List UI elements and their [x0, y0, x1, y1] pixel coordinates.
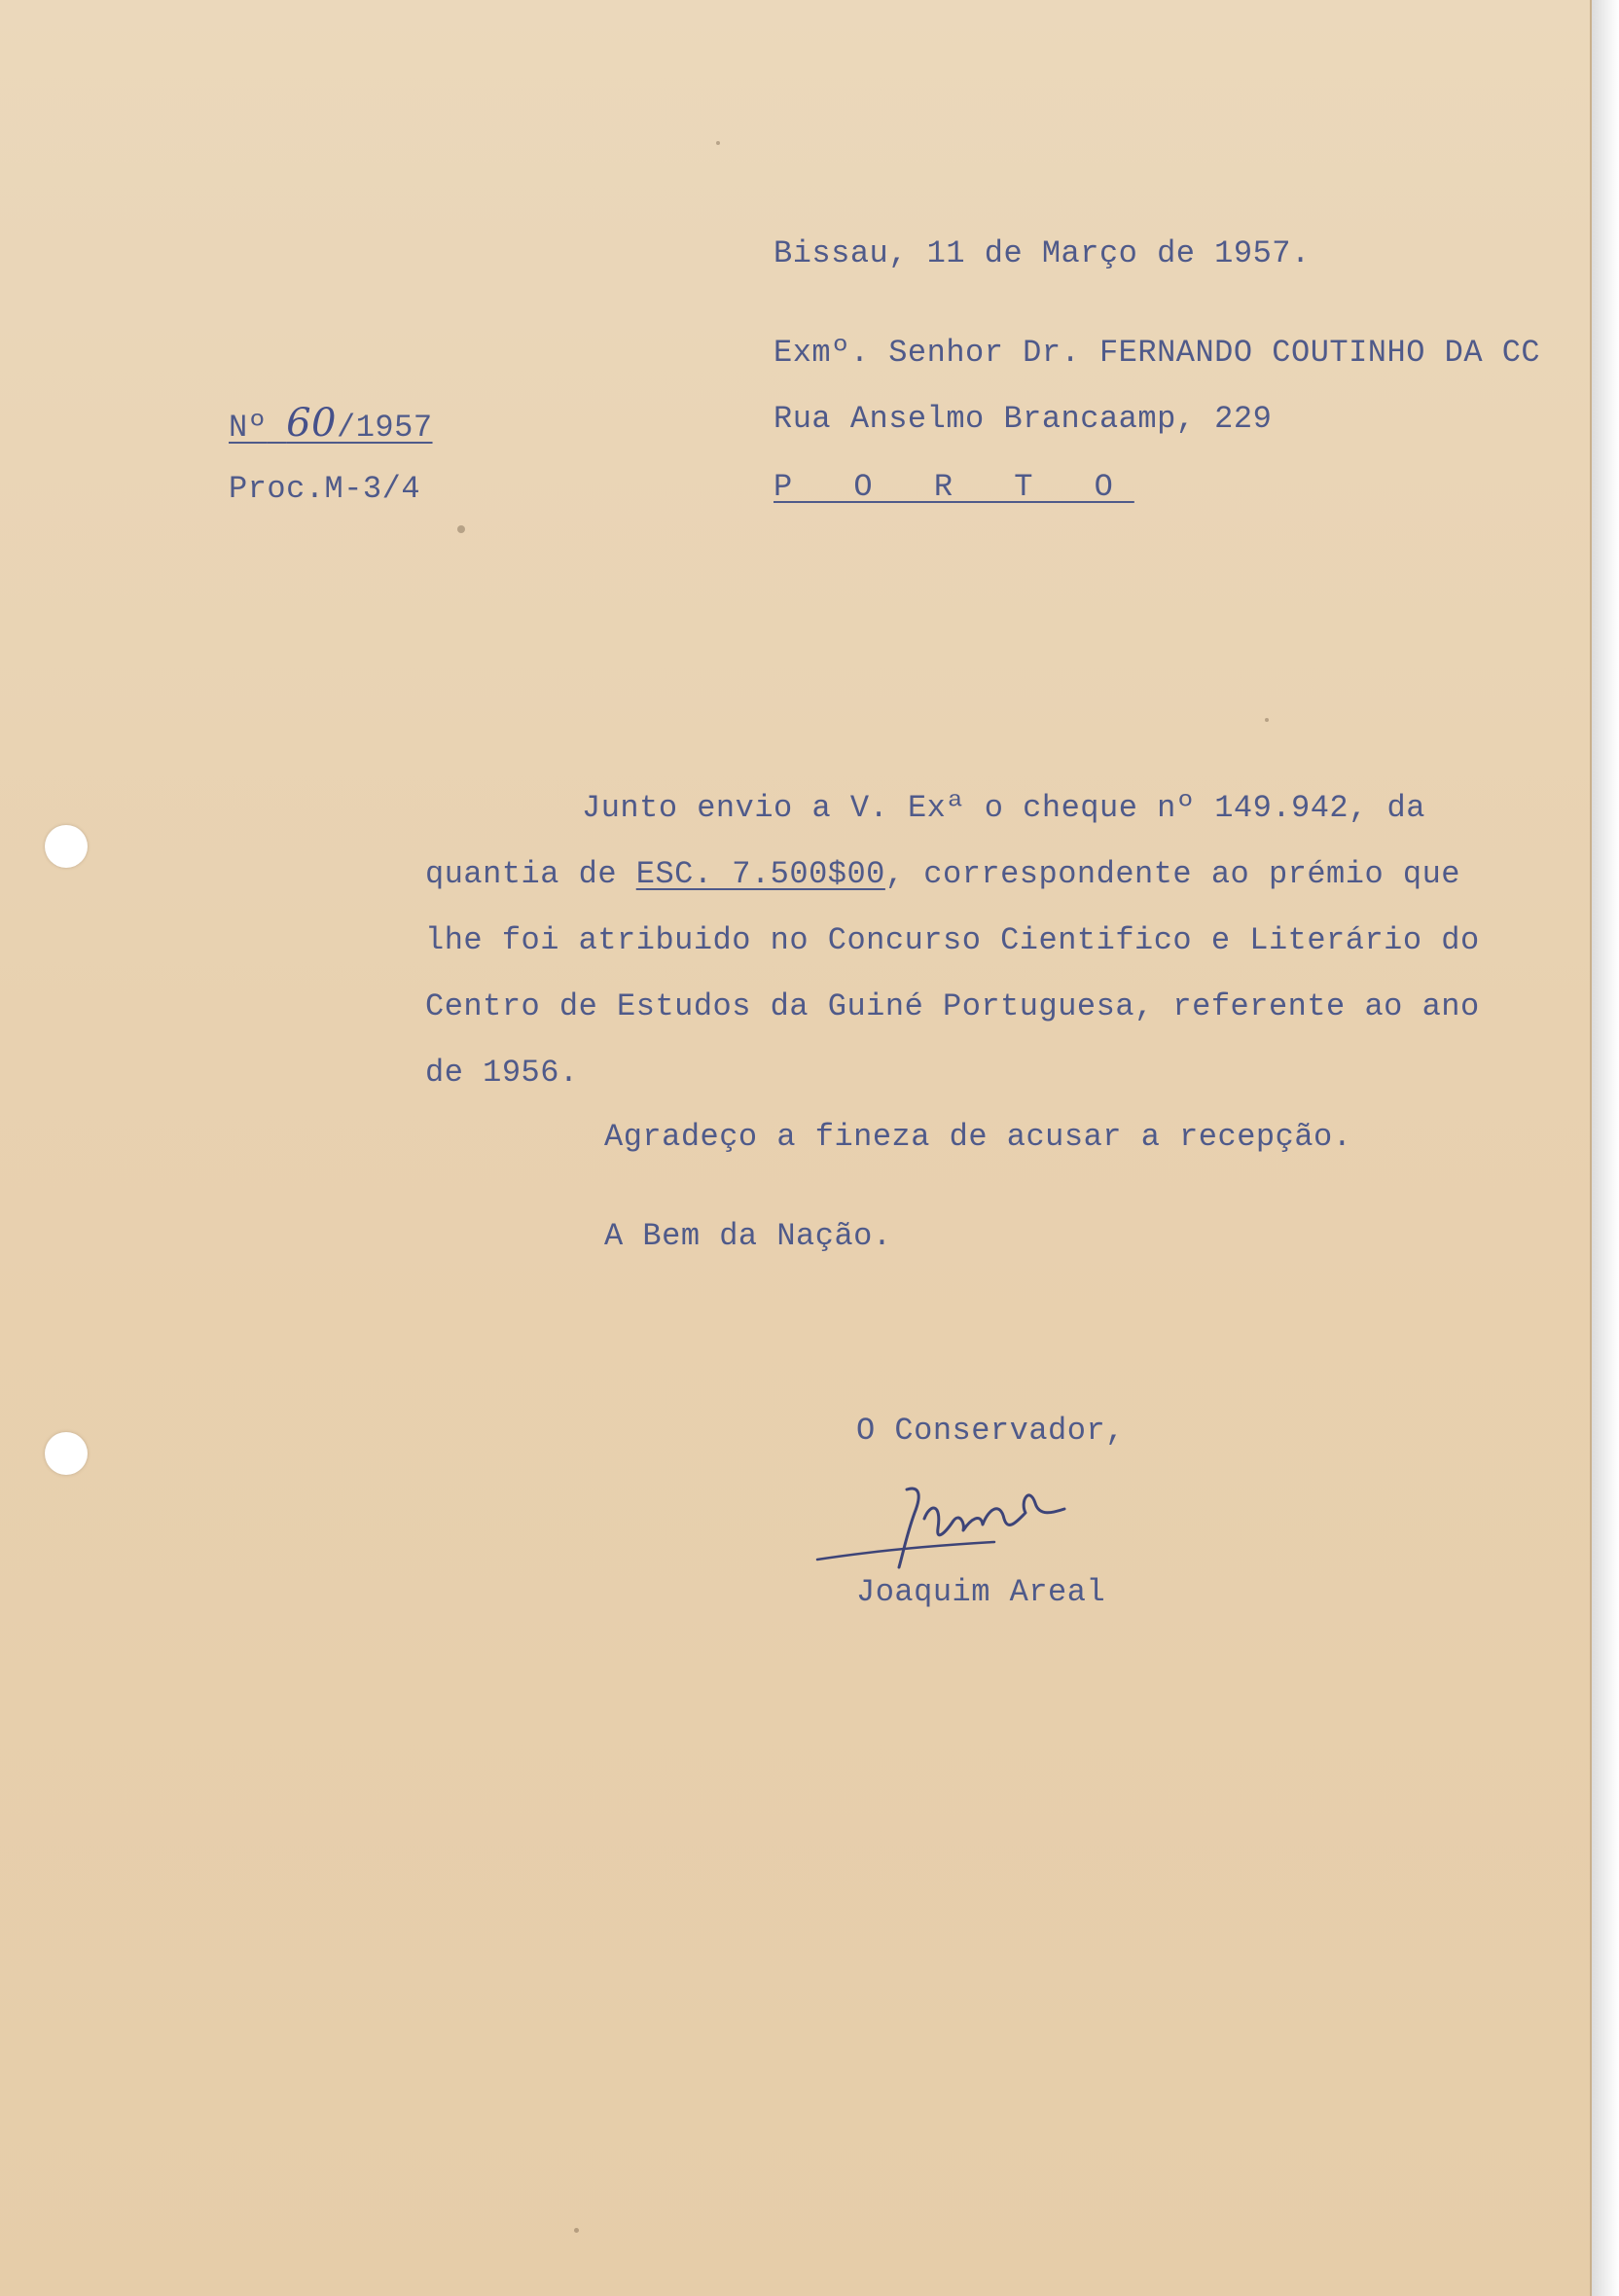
- ref-year: /1957: [337, 410, 433, 446]
- ink-speck: [716, 141, 720, 145]
- cheque-amount: ESC. 7.500$00: [635, 856, 885, 892]
- punch-hole-bottom: [45, 1432, 88, 1475]
- reference-number: [229, 401, 433, 446]
- body-line-1: Junto envio a V. Exª o cheque nº 149.942, da: [582, 790, 1425, 826]
- body-line-2-end: , correspondente ao prémio que: [884, 856, 1460, 892]
- street-address: Rua Anselmo Brancaamp, 229: [774, 401, 1273, 437]
- city-porto: P O R T O: [774, 469, 1134, 505]
- scan-background-strip: [1592, 0, 1619, 2296]
- thanks-line: Agradeço a fineza de acusar a recepção.: [604, 1119, 1352, 1155]
- handwritten-signature: [810, 1474, 1101, 1581]
- process-reference: Proc.M-3/4: [229, 471, 421, 507]
- closing-formula: A Bem da Nação.: [604, 1218, 892, 1254]
- ref-handwritten-number: 60: [286, 401, 338, 446]
- ink-speck: [1265, 718, 1269, 722]
- body-line-2: [425, 856, 1460, 892]
- body-line-4: Centro de Estudos da Guiné Portuguesa, referente ao ano: [425, 988, 1480, 1024]
- ref-prefix: Nº: [229, 410, 268, 446]
- body-line-2-start: quantia de: [425, 856, 636, 892]
- punch-hole-top: [45, 825, 88, 868]
- place-date: Bissau, 11 de Março de 1957.: [774, 235, 1311, 271]
- signer-title: O Conservador,: [856, 1413, 1125, 1449]
- ink-speck: [574, 2228, 579, 2233]
- signer-name: Joaquim Areal: [856, 1574, 1106, 1610]
- body-line-3: lhe foi atribuido no Concurso Cientifico e Literário do: [425, 922, 1480, 958]
- ink-speck: [457, 525, 465, 533]
- body-line-5: de 1956.: [425, 1055, 579, 1091]
- addressee-line: Exmº. Senhor Dr. FERNANDO COUTINHO DA CC: [774, 335, 1541, 371]
